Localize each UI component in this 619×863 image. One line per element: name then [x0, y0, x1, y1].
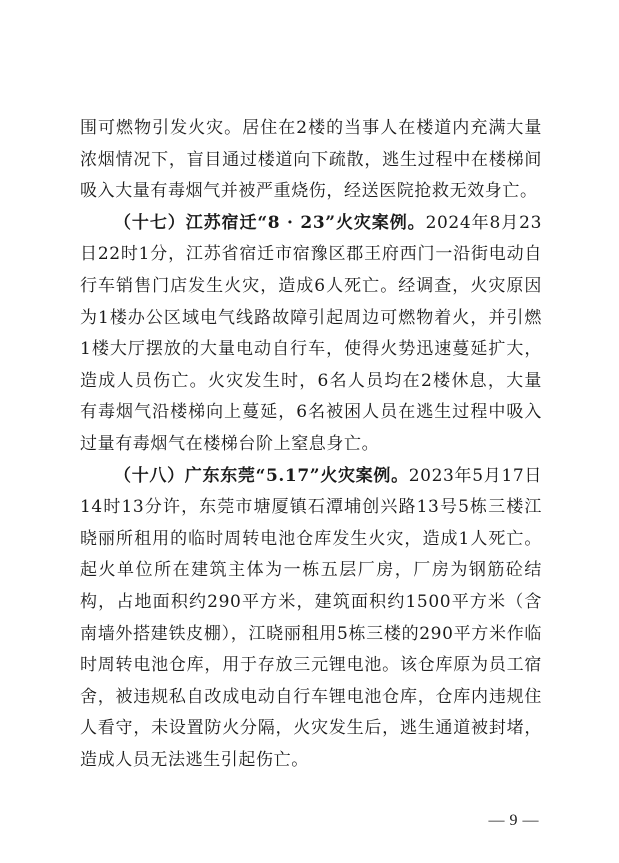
- page-number: — 9 —: [488, 812, 539, 829]
- case-heading-17: （十七）江苏宿迁“8 · 23”火灾案例。: [114, 212, 426, 233]
- case-body-17: 2024年8月23日22时1分，江苏省宿迁市宿豫区郡王府西门一沿街电动自行车销售门店发生火灾，造成6人死亡。经调查，火灾原因为1楼办公区域电气线路故障引起周边可燃物着火，并引燃1楼大厅摆放的大量电动自行车，使得火势迅速蔓延扩大，造成人员伤亡。火灾发生时，6名人员均在2楼休息，大量有毒烟气沿楼梯向上蔓延，6名被困人员在逃生过程中吸入过量有毒烟气在楼梯台阶上窒息身亡。: [80, 212, 542, 454]
- paragraph-case-17: [80, 208, 542, 461]
- paragraph-continuation: [80, 113, 542, 208]
- paragraph-case-18: [80, 461, 542, 777]
- document-body: [80, 113, 542, 776]
- case-body-18: 2023年5月17日14时13分许，东莞市塘厦镇石潭埔创兴路13号5栋三楼江晓丽所租用的临时周转电池仓库发生火灾，造成1人死亡。起火单位所在建筑主体为一栋五层厂房，厂房为钢筋砼结构，占地面积约290平方米，建筑面积约1500平方米（含南墙外搭建铁皮棚），江晓丽租用5栋三楼的290平方米作临时周转电池仓库，用于存放三元锂电池。该仓库原为员工宿舍，被违规私自改成电动自行车锂电池仓库，仓库内违规住人看守，未设置防火分隔，火灾发生后，逃生通道被封堵，造成人员无法逃生引起伤亡。: [80, 465, 542, 770]
- paragraph-text: 围可燃物引发火灾。居住在2楼的当事人在楼道内充满大量浓烟情况下，盲目通过楼道向下疏散，逃生过程中在楼梯间吸入大量有毒烟气并被严重烧伤，经送医院抢救无效身亡。: [80, 118, 542, 202]
- case-heading-18: （十八）广东东莞“5.17”火灾案例。: [114, 465, 409, 486]
